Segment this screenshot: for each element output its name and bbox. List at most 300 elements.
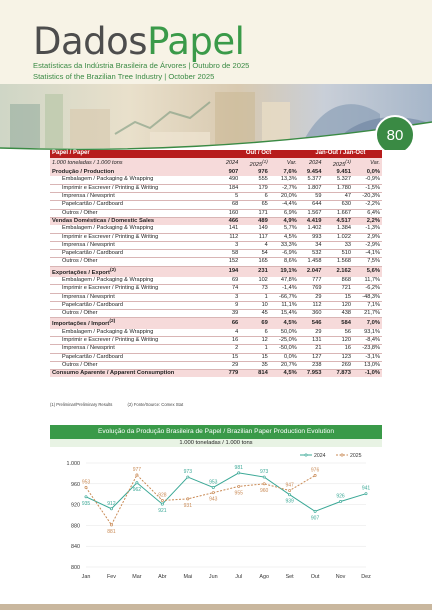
table-title: Papel / Paper <box>50 150 218 158</box>
table-cell: 4 <box>240 241 270 249</box>
table-cell: 141 <box>218 225 240 233</box>
table-cell: 238 <box>299 361 324 369</box>
table-cell: 4,9% <box>270 217 299 225</box>
table-cell: 9.451 <box>323 169 353 176</box>
table-cell: 59 <box>299 193 324 201</box>
row-label-sup: (2) <box>110 267 116 273</box>
table-cell: 50,0% <box>270 329 299 337</box>
row-label-sup: (2) <box>109 319 116 325</box>
table-cell: 11,1% <box>270 301 299 309</box>
y-tick-label: 960 <box>71 481 80 488</box>
col-2025-ytd-sup: (1) <box>345 159 351 164</box>
data-label: 976 <box>310 467 320 474</box>
table-cell: 66 <box>218 318 240 329</box>
chart-svg <box>50 447 382 583</box>
production-chart <box>50 425 382 583</box>
data-label: 960 <box>260 487 269 494</box>
data-point <box>187 476 189 478</box>
table-cell: 489 <box>240 217 270 225</box>
x-tick-label: Abr <box>158 574 167 580</box>
table-cell: 814 <box>240 370 270 378</box>
table-cell: -25,0% <box>270 336 299 344</box>
row-label <box>50 361 218 369</box>
table-cell: 1.780 <box>323 184 353 192</box>
data-point <box>314 474 316 476</box>
data-point <box>339 500 341 502</box>
table-cell: 15 <box>323 293 353 301</box>
table-cell: 123 <box>323 353 353 361</box>
table-cell: 39 <box>218 310 240 318</box>
table-cell: 4.419 <box>299 217 324 225</box>
table-cell: 1.568 <box>323 258 353 266</box>
data-point <box>289 489 291 491</box>
chart-subtitle: 1.000 toneladas / 1.000 tons <box>50 439 382 447</box>
table-row <box>50 233 382 241</box>
table-cell: -50,0% <box>270 345 299 353</box>
col-2025-sup: (1) <box>262 159 268 164</box>
row-label-text: Papelcartão / Cardboard <box>62 353 123 360</box>
data-label: 928 <box>158 492 167 499</box>
table-cell: 1 <box>240 345 270 353</box>
data-label: 907 <box>310 515 320 522</box>
table-cell: 2.162 <box>323 266 353 277</box>
table-cell: 65 <box>240 201 270 209</box>
table-cell: 1 <box>240 293 270 301</box>
col-2025-ytd-label: 2025 <box>332 161 346 168</box>
table-cell: 15 <box>218 353 240 361</box>
table-cell: 4 <box>218 329 240 337</box>
table-cell: 6,4% <box>353 209 382 217</box>
table-row <box>50 250 382 258</box>
table-cell: -4,1% <box>353 250 382 258</box>
note-preliminary: (1) Preliminar/Preliminary Results <box>50 402 113 407</box>
table-cell: 3 <box>218 293 240 301</box>
paper-table <box>50 150 382 377</box>
row-label-text: Consumo Aparente / Apparent Consumption <box>52 370 175 377</box>
data-point <box>365 493 367 495</box>
table-cell: 868 <box>323 277 353 285</box>
table-cell: 179 <box>240 184 270 192</box>
row-label-text: Exportações / Export <box>52 269 110 276</box>
table-cell: -23,8% <box>353 345 382 353</box>
table-row <box>50 361 382 369</box>
table-cell: 16 <box>323 345 353 353</box>
table-cell: 112 <box>218 233 240 241</box>
table-cell: 47,8% <box>270 277 299 285</box>
x-tick-label: Set <box>285 574 294 580</box>
logo-papel: Papel <box>147 20 245 63</box>
table-subheader-row <box>50 158 382 169</box>
col-2024-ytd: 2024 <box>299 158 324 169</box>
row-label-text: Papelcartão / Cardboard <box>62 201 123 208</box>
x-tick-label: Nov <box>335 574 346 580</box>
group-header-jan-oct: Jan-Out / Jan-Oct <box>299 150 382 158</box>
table-cell: 20,0% <box>270 193 299 201</box>
table-cell: 11,7% <box>353 277 382 285</box>
row-label <box>50 201 218 209</box>
table-cell: 7,0% <box>353 318 382 329</box>
table-cell: 2 <box>218 345 240 353</box>
table-cell: 120 <box>323 301 353 309</box>
row-label-text: Vendas Domésticas / Domestic Sales <box>52 217 155 224</box>
legend-label: 2025 <box>350 453 362 459</box>
table-row <box>50 176 382 184</box>
table-cell: 584 <box>323 318 353 329</box>
col-2025 <box>240 158 270 169</box>
table-cell: 149 <box>240 225 270 233</box>
x-tick-label: Jul <box>235 574 243 580</box>
table-cell: 6 <box>240 193 270 201</box>
table-cell: -3,1% <box>353 353 382 361</box>
table-row <box>50 277 382 285</box>
table-cell: 993 <box>299 233 324 241</box>
table-cell: 16 <box>218 336 240 344</box>
table-cell: 93,1% <box>353 329 382 337</box>
table-row <box>50 209 382 217</box>
row-label <box>50 193 218 201</box>
table-cell: 2,9% <box>353 233 382 241</box>
table-cell: 7,6% <box>270 169 299 176</box>
legend-marker <box>305 454 307 456</box>
table-cell: 510 <box>323 250 353 258</box>
data-label: 931 <box>183 502 192 509</box>
table-cell: 9.454 <box>299 169 324 176</box>
table-row <box>50 293 382 301</box>
table-cell: 29 <box>299 329 324 337</box>
legend-marker <box>341 454 343 456</box>
table-cell: -2,7% <box>270 184 299 192</box>
note-source: (2) Fonte/Source: Comex Stat <box>127 402 184 407</box>
table-cell: 438 <box>323 310 353 318</box>
table-cell: 29 <box>299 293 324 301</box>
table-cell: 33,3% <box>270 241 299 249</box>
data-point <box>110 524 112 526</box>
table-row <box>50 225 382 233</box>
table-cell: 269 <box>323 361 353 369</box>
data-point <box>263 476 265 478</box>
table-cell: 0,0% <box>270 353 299 361</box>
table-cell: 184 <box>218 184 240 192</box>
data-label: 962 <box>132 486 142 493</box>
table-cell: 976 <box>240 169 270 176</box>
y-tick-label: 1.000 <box>66 461 80 467</box>
table-cell: 13,3% <box>270 176 299 184</box>
table-cell: -1,3% <box>353 225 382 233</box>
table-row <box>50 169 382 176</box>
table-cell: 56 <box>323 329 353 337</box>
data-label: 926 <box>336 493 345 500</box>
table-cell: 0,0% <box>353 169 382 176</box>
table-cell: 68 <box>218 201 240 209</box>
row-label <box>50 233 218 241</box>
table-cell: 3 <box>218 241 240 249</box>
table-cell: 1.458 <box>299 258 324 266</box>
data-point <box>136 482 138 484</box>
row-label <box>50 250 218 258</box>
data-point <box>136 474 138 476</box>
col-2025-label: 2025 <box>249 161 263 168</box>
page-number-badge: 80 <box>375 115 415 150</box>
row-label <box>50 336 218 344</box>
header-curve <box>0 118 432 150</box>
table-cell: 69 <box>218 277 240 285</box>
col-2025-ytd <box>323 158 353 169</box>
data-label: 921 <box>158 508 167 515</box>
table-cell: 5.377 <box>299 176 324 184</box>
y-tick-label: 840 <box>71 544 80 551</box>
table-cell: 466 <box>218 217 240 225</box>
row-label-text: Imprimir e Escrever / Printing & Writing <box>62 184 159 191</box>
x-tick-label: Mai <box>183 574 193 580</box>
data-point <box>289 494 291 496</box>
row-label-text: Imprensa / Newsprint <box>62 193 115 200</box>
table-cell: 4,5% <box>270 318 299 329</box>
group-header-oct: Out / Oct <box>218 150 298 158</box>
table-cell: 644 <box>299 201 324 209</box>
subtitle-pt: Estatísticas da Indústria Brasileira de Árvores | Outubro de 2025 <box>33 61 250 70</box>
table-row <box>50 285 382 293</box>
table-row <box>50 353 382 361</box>
row-label-text: Imprensa / Newsprint <box>62 345 115 352</box>
row-label <box>50 258 218 266</box>
row-label <box>50 301 218 309</box>
data-point <box>85 486 87 488</box>
table-cell: 12 <box>240 336 270 344</box>
data-point <box>238 485 240 487</box>
table-cell: -6,9% <box>270 250 299 258</box>
table-cell: 102 <box>240 277 270 285</box>
row-label-text: Outros / Other <box>62 361 98 368</box>
chart-title: Evolução da Produção Brasileira de Papel / Brazilian Paper Production Evolution <box>50 425 382 439</box>
table-cell: 54 <box>240 250 270 258</box>
table-cell: 1.402 <box>299 225 324 233</box>
table-row <box>50 193 382 201</box>
table-cell: 20,7% <box>270 361 299 369</box>
table-row <box>50 318 382 329</box>
row-label-text: Outros / Other <box>62 310 98 317</box>
table-cell: 532 <box>299 250 324 258</box>
table-cell: 19,1% <box>270 266 299 277</box>
data-point <box>85 496 87 498</box>
table-cell: 777 <box>299 277 324 285</box>
data-point <box>212 486 214 488</box>
row-label <box>50 184 218 192</box>
table-cell: -1,5% <box>353 184 382 192</box>
table-cell: -1,4% <box>270 285 299 293</box>
data-point <box>187 498 189 500</box>
table-cell: 194 <box>218 266 240 277</box>
table-cell: 120 <box>323 336 353 344</box>
row-label-text: Imprensa / Newsprint <box>62 241 115 248</box>
table-cell: 360 <box>299 310 324 318</box>
table-cell: 7,1% <box>353 301 382 309</box>
table-cell: 15,4% <box>270 310 299 318</box>
table-row <box>50 310 382 318</box>
table-cell: 15 <box>240 353 270 361</box>
table-cell: 131 <box>299 336 324 344</box>
table-cell: 7,5% <box>353 258 382 266</box>
row-label-text: Imprimir e Escrever / Printing & Writing <box>62 336 159 343</box>
row-label <box>50 169 218 176</box>
table-cell: 69 <box>240 318 270 329</box>
row-label-text: Imprensa / Newsprint <box>62 293 115 300</box>
table-cell: -20,3% <box>353 193 382 201</box>
table-cell: 171 <box>240 209 270 217</box>
table-row <box>50 370 382 378</box>
table-cell: 10 <box>240 301 270 309</box>
table-cell: 769 <box>299 285 324 293</box>
table-cell: 47 <box>323 193 353 201</box>
legend-label: 2024 <box>314 453 326 459</box>
row-label-text: Produção / Production <box>52 169 115 176</box>
x-tick-label: Fev <box>106 574 116 580</box>
table-notes <box>50 402 197 407</box>
x-tick-label: Mar <box>132 574 142 580</box>
table-cell: -48,3% <box>353 293 382 301</box>
table-cell: 21 <box>299 345 324 353</box>
table-cell: 9 <box>218 301 240 309</box>
table-cell: 4,5% <box>270 370 299 378</box>
dadospapel-logo <box>33 22 244 62</box>
data-point <box>161 499 163 501</box>
table-cell: 21,7% <box>353 310 382 318</box>
table-cell: 1.567 <box>299 209 324 217</box>
table-cell: 4.517 <box>323 217 353 225</box>
y-tick-label: 880 <box>71 523 80 530</box>
table-row <box>50 241 382 249</box>
row-label <box>50 353 218 361</box>
x-tick-label: Ago <box>259 574 269 580</box>
row-label <box>50 345 218 353</box>
data-label: 947 <box>285 482 294 489</box>
data-label: 912 <box>107 500 116 507</box>
data-point <box>314 510 316 512</box>
row-label-text: Embalagem / Packaging & Wrapping <box>62 225 154 232</box>
table-row <box>50 258 382 266</box>
table-cell: 5,6% <box>353 266 382 277</box>
row-label <box>50 266 218 277</box>
row-label <box>50 277 218 285</box>
table-cell: -4,4% <box>270 201 299 209</box>
table-header-row <box>50 150 382 158</box>
row-label-text: Outros / Other <box>62 209 98 216</box>
table-cell: 490 <box>218 176 240 184</box>
table-cell: 117 <box>240 233 270 241</box>
data-label: 939 <box>285 498 294 505</box>
table-cell: 5,7% <box>270 225 299 233</box>
table-row <box>50 301 382 309</box>
row-label <box>50 370 218 378</box>
row-label <box>50 293 218 301</box>
row-label-text: Embalagem / Packaging & Wrapping <box>62 176 154 183</box>
table-cell: -6,2% <box>353 285 382 293</box>
data-label: 981 <box>234 464 243 471</box>
row-label-text: Importações / Import <box>52 321 110 328</box>
table-row <box>50 217 382 225</box>
row-label <box>50 176 218 184</box>
table-cell: 1.384 <box>323 225 353 233</box>
table-cell: -1,0% <box>353 370 382 378</box>
table-cell: 2.047 <box>299 266 324 277</box>
row-label-text: Papelcartão / Cardboard <box>62 250 123 257</box>
table-cell: 74 <box>218 285 240 293</box>
col-var-ytd: Var. <box>353 158 382 169</box>
row-label <box>50 217 218 225</box>
row-label-text: Embalagem / Packaging & Wrapping <box>62 328 154 335</box>
row-label-text: Embalagem / Packaging & Wrapping <box>62 276 154 283</box>
row-label <box>50 285 218 293</box>
table-cell: 7.873 <box>323 370 353 378</box>
table-cell: 160 <box>218 209 240 217</box>
logo-dados: Dados <box>33 20 148 63</box>
table-cell: 152 <box>218 258 240 266</box>
table-cell: 1.667 <box>323 209 353 217</box>
table-cell: 34 <box>299 241 324 249</box>
data-point <box>263 483 265 485</box>
table-cell: 73 <box>240 285 270 293</box>
table-cell: 6,9% <box>270 209 299 217</box>
data-label: 977 <box>132 466 142 473</box>
x-tick-label: Dez <box>361 574 371 580</box>
table-cell: -2,9% <box>353 241 382 249</box>
x-tick-label: Out <box>310 574 320 580</box>
data-label: 953 <box>81 479 91 486</box>
table-cell: 5.327 <box>323 176 353 184</box>
table-units: 1.000 toneladas / 1.000 tons <box>50 158 218 169</box>
table-cell: -66,7% <box>270 293 299 301</box>
table-cell: 7.953 <box>299 370 324 378</box>
data-label: 973 <box>260 469 269 476</box>
data-point <box>110 508 112 510</box>
table-row <box>50 184 382 192</box>
table-cell: 546 <box>299 318 324 329</box>
table-cell: 127 <box>299 353 324 361</box>
table-cell: 2,2% <box>353 217 382 225</box>
table-cell: 630 <box>323 201 353 209</box>
data-point <box>161 503 163 505</box>
y-tick-label: 920 <box>71 502 80 509</box>
data-point <box>212 492 214 494</box>
row-label-text: Imprimir e Escrever / Printing & Writing <box>62 285 159 292</box>
table-cell: 555 <box>240 176 270 184</box>
table-cell: 907 <box>218 169 240 176</box>
table-cell: 6 <box>240 329 270 337</box>
page-header <box>0 0 432 150</box>
col-var: Var. <box>270 158 299 169</box>
table-row <box>50 201 382 209</box>
data-label: 941 <box>361 485 371 492</box>
table-row <box>50 345 382 353</box>
table-cell: 1.022 <box>323 233 353 241</box>
table-cell: 33 <box>323 241 353 249</box>
footer-bar <box>0 604 432 610</box>
data-label: 881 <box>107 528 116 535</box>
table-row <box>50 266 382 277</box>
row-label <box>50 241 218 249</box>
table-cell: 8,6% <box>270 258 299 266</box>
col-2024: 2024 <box>218 158 240 169</box>
table-cell: 29 <box>218 361 240 369</box>
table-cell: 4,5% <box>270 233 299 241</box>
data-label: 955 <box>234 490 243 497</box>
table-cell: 779 <box>218 370 240 378</box>
table-cell: -0,9% <box>353 176 382 184</box>
data-label: 943 <box>209 496 218 503</box>
table-cell: 45 <box>240 310 270 318</box>
table-cell: -8,4% <box>353 336 382 344</box>
table-cell: 112 <box>299 301 324 309</box>
table-cell: -2,2% <box>353 201 382 209</box>
